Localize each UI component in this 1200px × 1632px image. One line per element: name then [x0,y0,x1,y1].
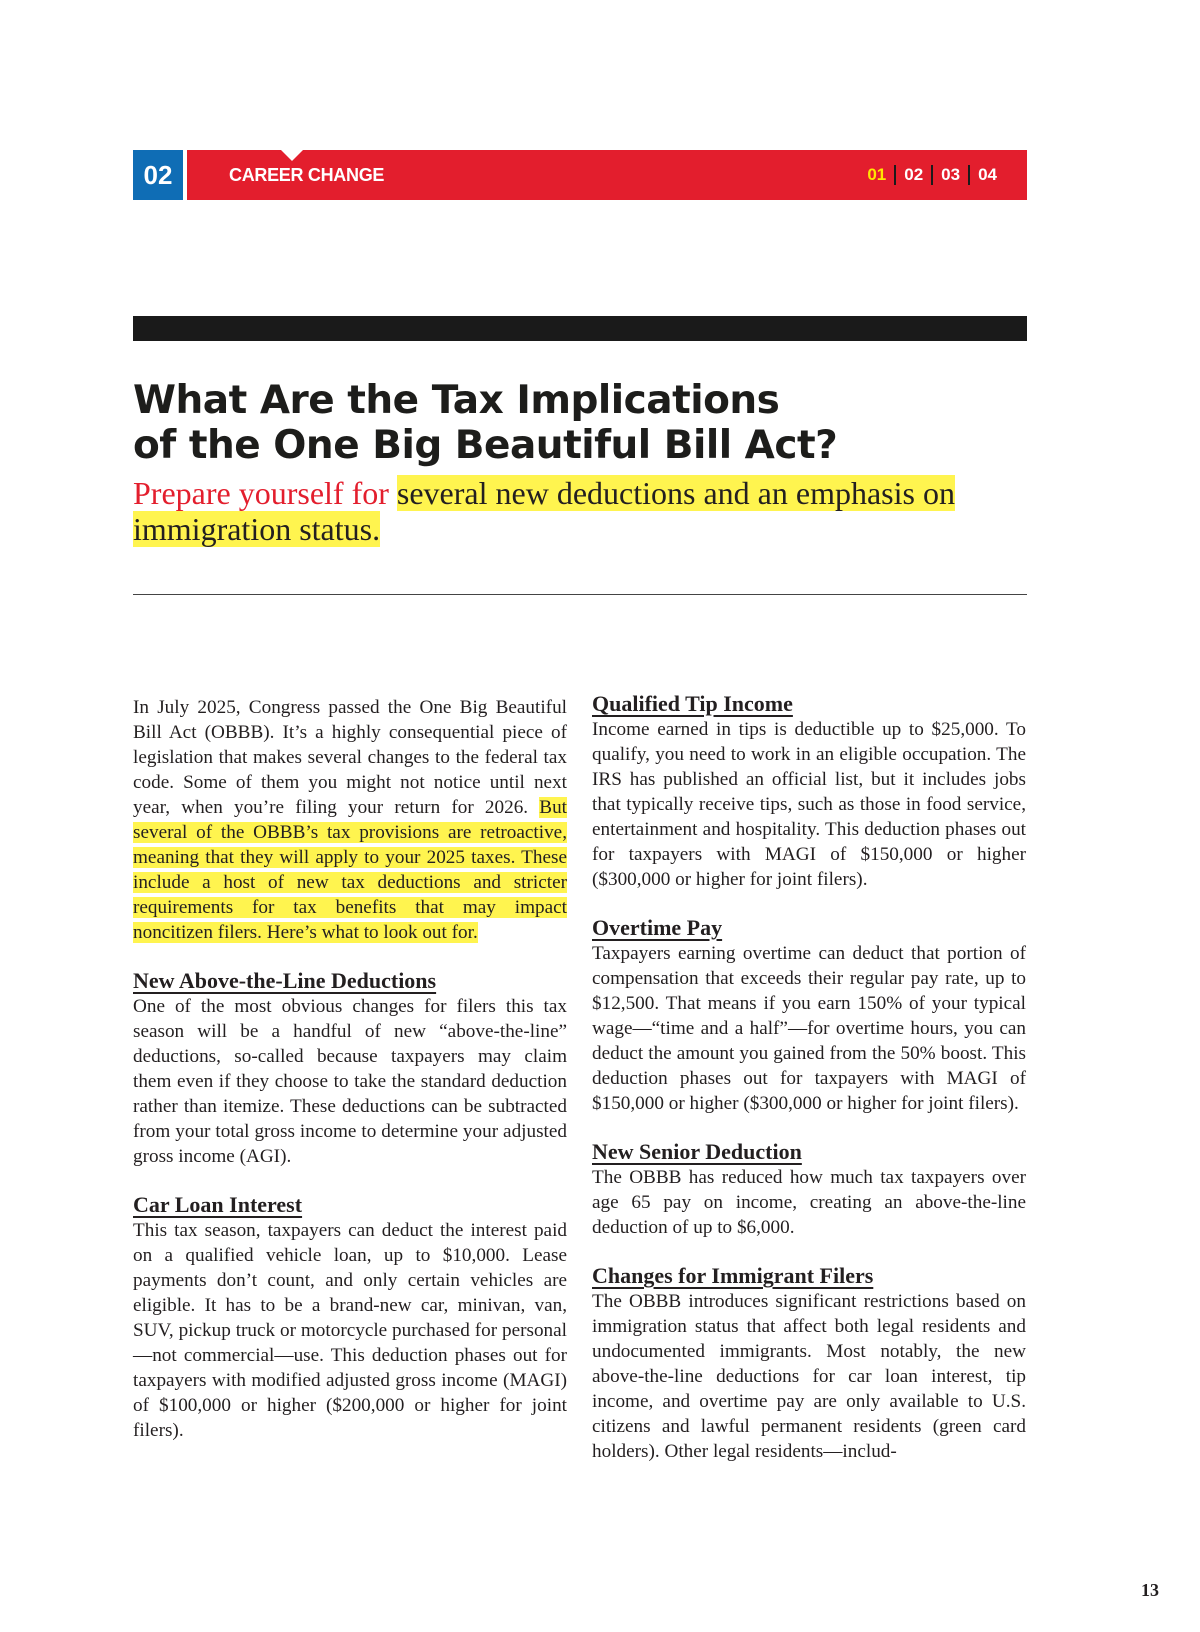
right-column [592,690,1026,1464]
nav-part-04[interactable]: 04 [978,165,997,184]
headline-line-2: of the One Big Beautiful Bill Act? [133,423,838,468]
intro-highlight: But several of the OBBB’s tax provisions are retroactive, meaning that they will apply to your 2025 taxes. These include a host of new tax deductions and stricter requirements for tax benefits that may impact noncitizen filers. Here’s what to look out for. [133,797,567,943]
intro-plain: In July 2025, Congress passed the One Big Beautiful Bill Act (OBBB). It’s a highly consequential piece of legislation that makes several changes to the federal tax code. Some of them you might not notice until next year, when you’re filing your return for 2026. [133,697,567,818]
heading-car-loan-interest: Car Loan Interest [133,1192,303,1217]
heading-above-line-deductions: New Above-the-Line Deductions [133,968,437,993]
heading-qualified-tip-income: Qualified Tip Income [592,691,793,716]
section-number: 02 [133,150,183,200]
heading-immigrant-filers: Changes for Immigrant Filers [592,1263,874,1288]
part-navigation [859,150,1005,200]
body-new-senior-deduction: The OBBB has reduced how much tax taxpayers over age 65 pay on income, creating an above-the-line deduction of up to $6,000. [592,1167,1026,1238]
heading-overtime-pay: Overtime Pay [592,915,723,940]
body-immigrant-filers: The OBBB introduces significant restrictions based on immigration status that affect both legal residents and undocumented immigrants. Most notably, the new above-the-line deductions for car loan interest, tip income, and overtime pay are only available to U.S. citizens and lawful permanent residents (green card holders). Other legal residents—includ- [592,1291,1026,1462]
section-banner [187,150,1027,200]
nav-part-01[interactable]: 01 [867,165,887,184]
body-qualified-tip-income: Income earned in tips is deductible up to $25,000. To qualify, you need to work in an eligible occupation. The IRS has published an official list, but it includes jobs that typically receive tips, such as those in food service, entertainment and hospitality. This deduction phases out for taxpayers with MAGI of $150,000 or higher ($300,000 or higher for joint filers). [592,719,1026,890]
subhead-plain: Prepare yourself for [133,475,397,511]
subhead-highlight: several new deductions and an emphasis on immigration status. [133,475,955,547]
article-subhead [133,475,1027,547]
article-headline [133,378,1027,468]
nav-part-03[interactable]: 03 [941,165,961,184]
page-number: 13 [1141,1580,1159,1600]
decorative-bar [133,316,1027,341]
section-header [133,150,1027,200]
section-title: CAREER CHANGE [229,165,385,185]
body-overtime-pay: Taxpayers earning overtime can deduct that portion of compensation that exceeds their regular pay rate, up to $12,500. That means if you earn 150% of your typical wage—“time and a half”—for overtime hours, you can deduct the amount you gained from the 50% boost. This deduction phases out for taxpayers with MAGI of $150,000 or higher ($300,000 or higher for joint filers). [592,943,1026,1114]
body-car-loan-interest: This tax season, taxpayers can deduct the interest paid on a qualified vehicle loan, up to $10,000. Lease payments don’t count, and only certain vehicles are eligible. It has to be a brand-new car, minivan, van, SUV, pickup truck or motorcycle purchased for personal—not commercial—use. This deduction phases out for taxpayers with modified adjusted gross income (MAGI) of $100,000 or higher ($200,000 or higher for joint filers). [133,1220,567,1441]
headline-line-1: What Are the Tax Implications [133,378,780,423]
body-above-line-deductions: One of the most obvious changes for filers this tax season will be a handful of new “above-the-line” deductions, so-called because taxpayers may claim them even if they choose to take the standard deduction rather than itemize. These deductions can be subtracted from your total gross income to determine your adjusted gross income (AGI). [133,996,567,1167]
divider [133,594,1027,595]
intro-paragraph [133,695,567,945]
heading-new-senior-deduction: New Senior Deduction [592,1139,802,1164]
left-column [133,695,567,1443]
nav-part-02[interactable]: 02 [904,165,924,184]
